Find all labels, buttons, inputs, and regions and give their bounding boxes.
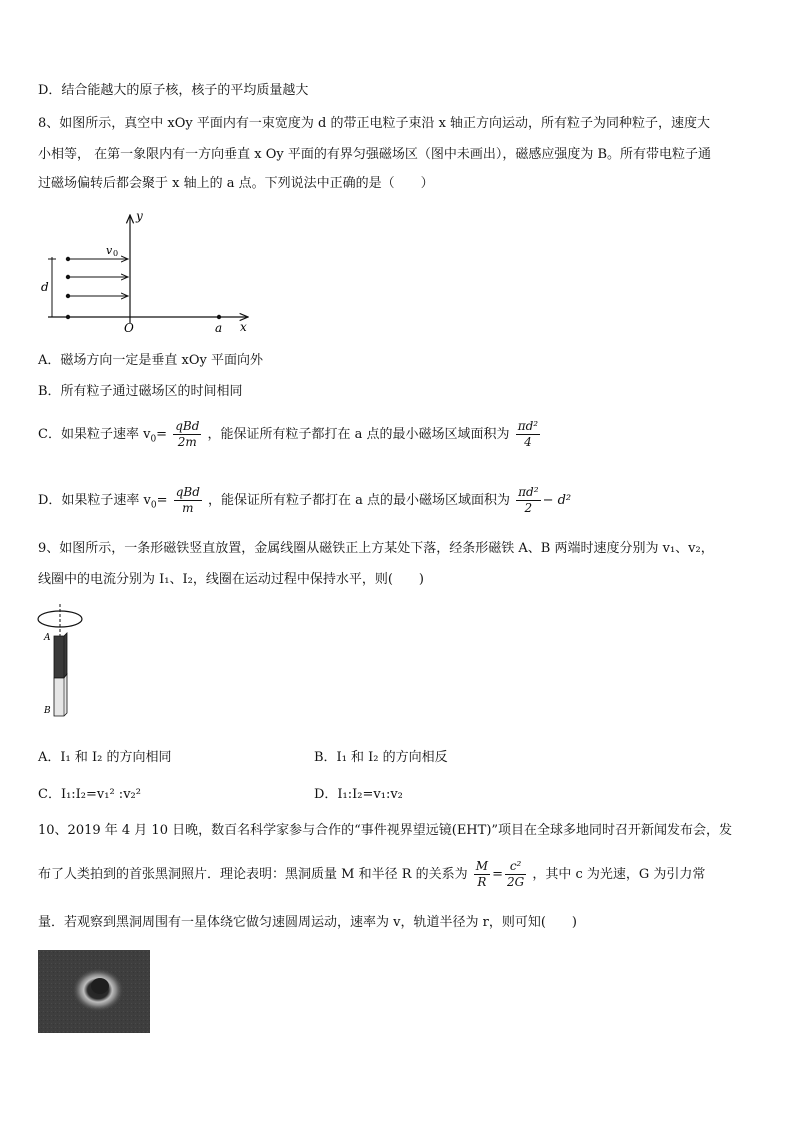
subscript: 0 [150,500,157,511]
q8-option-c-text: C．如果粒子速率 v [38,427,151,442]
q9-option-d: D．I₁:I₂=v₁:v₂ [314,787,403,802]
numerator: M [475,859,489,873]
denominator: 2m [177,435,197,449]
origin-label: O [124,321,134,335]
denominator: 2 [524,501,533,515]
magnet-south-icon [54,674,67,716]
d-label: d [41,280,49,294]
subscript: 0 [150,434,157,445]
q8-stem-line1: 8、如图所示，真空中 xOy 平面内有一束宽度为 d 的带正电粒子束沿 x 轴正方向运动，所有粒子为同种粒子，速度大 [38,116,711,131]
q8-option-d-tail: − d² [542,493,572,508]
denominator: 4 [524,435,532,449]
v0-label: v [106,244,113,257]
q10-stem-line2 [38,858,705,892]
q9-stem-line2: 线圈中的电流分别为 I₁、I₂，线圈在运动过程中保持水平，则( ) [38,572,424,587]
q9-stem-line1: 9、如图所示，一条形磁铁竖直放置，金属线圈从磁铁正上方某处下落，经条形磁铁 A、B 两端时速度分别为 v₁、v₂， [38,541,714,556]
q9-option-c: C．I₁:I₂=v₁² :v₂² [38,787,141,802]
q9-option-b: B．I₁ 和 I₂ 的方向相反 [314,750,448,765]
fraction [173,419,201,450]
equals: = [156,427,168,442]
numerator: qBd [175,419,200,433]
numerator: πd² [517,419,539,433]
fraction [516,485,540,516]
fraction [505,859,526,890]
end-a-label: A [44,633,51,643]
q9-magnet-coil-figure [36,600,96,720]
q10-line2-tail: ，其中 c 为光速，G 为引力常 [532,867,706,882]
focus-point-a [217,315,221,319]
q8-option-a: A．磁场方向一定是垂直 xOy 平面向外 [38,353,263,368]
q8-option-c [38,418,542,457]
magnet-north-icon [54,633,67,678]
q8-option-d [38,484,571,523]
y-axis-label: y [136,209,143,223]
q10-stem-line1: 10、2019 年 4 月 10 日晚，数百名科学家参与合作的“事件视界望远镜(EHT)”项目在全球多地同时召开新闻发布会，发 [38,823,733,838]
numerator: qBd [175,485,200,499]
q8-particle-beam-figure [38,205,258,335]
x-axis-label: x [240,320,247,334]
fraction [174,485,202,516]
q10-line2-text: 布了人类拍到的首张黑洞照片．理论表明：黑洞质量 M 和半径 R 的关系为 [38,867,468,882]
black-hole-photo [38,950,150,1033]
q8-stem-line3: 过磁场偏转后都会聚于 x 轴上的 a 点。下列说法中正确的是（ ） [38,176,434,191]
numerator: c² [505,859,526,875]
q10-stem-line3: 量．若观察到黑洞周围有一星体绕它做匀速圆周运动，速率为 v，轨道半径为 r，则可知( ) [38,915,577,930]
q9-option-a: A．I₁ 和 I₂ 的方向相同 [38,750,172,765]
q8-option-c-mid: ，能保证所有粒子都打在 a 点的最小磁场区域面积为 [207,427,510,442]
particle-dot [66,315,70,319]
black-hole-shadow [91,978,109,994]
v0-subscript: 0 [113,249,119,258]
end-b-label: B [44,706,51,716]
equals: = [156,493,168,508]
denominator: R [477,875,487,889]
fraction [516,419,540,450]
equals: = [492,867,503,882]
q8-option-d-text: D．如果粒子速率 v [38,493,151,508]
numerator: πd² [518,485,539,499]
fraction [474,859,490,890]
q8-option-b: B．所有粒子通过磁场区的时间相同 [38,384,243,399]
denominator: 2G [506,875,525,889]
denominator: m [182,501,194,515]
q8-option-d-mid: ，能保证所有粒子都打在 a 点的最小磁场区域面积为 [208,493,511,508]
q8-stem-line2: 小相等， 在第一象限内有一方向垂直 x Oy 平面的有界匀强磁场区（图中未画出），磁感应强度为 B。所有带电粒子通 [38,147,712,162]
a-label: a [215,321,223,335]
prev-option-d: D．结合能越大的原子核，核子的平均质量越大 [38,83,309,98]
